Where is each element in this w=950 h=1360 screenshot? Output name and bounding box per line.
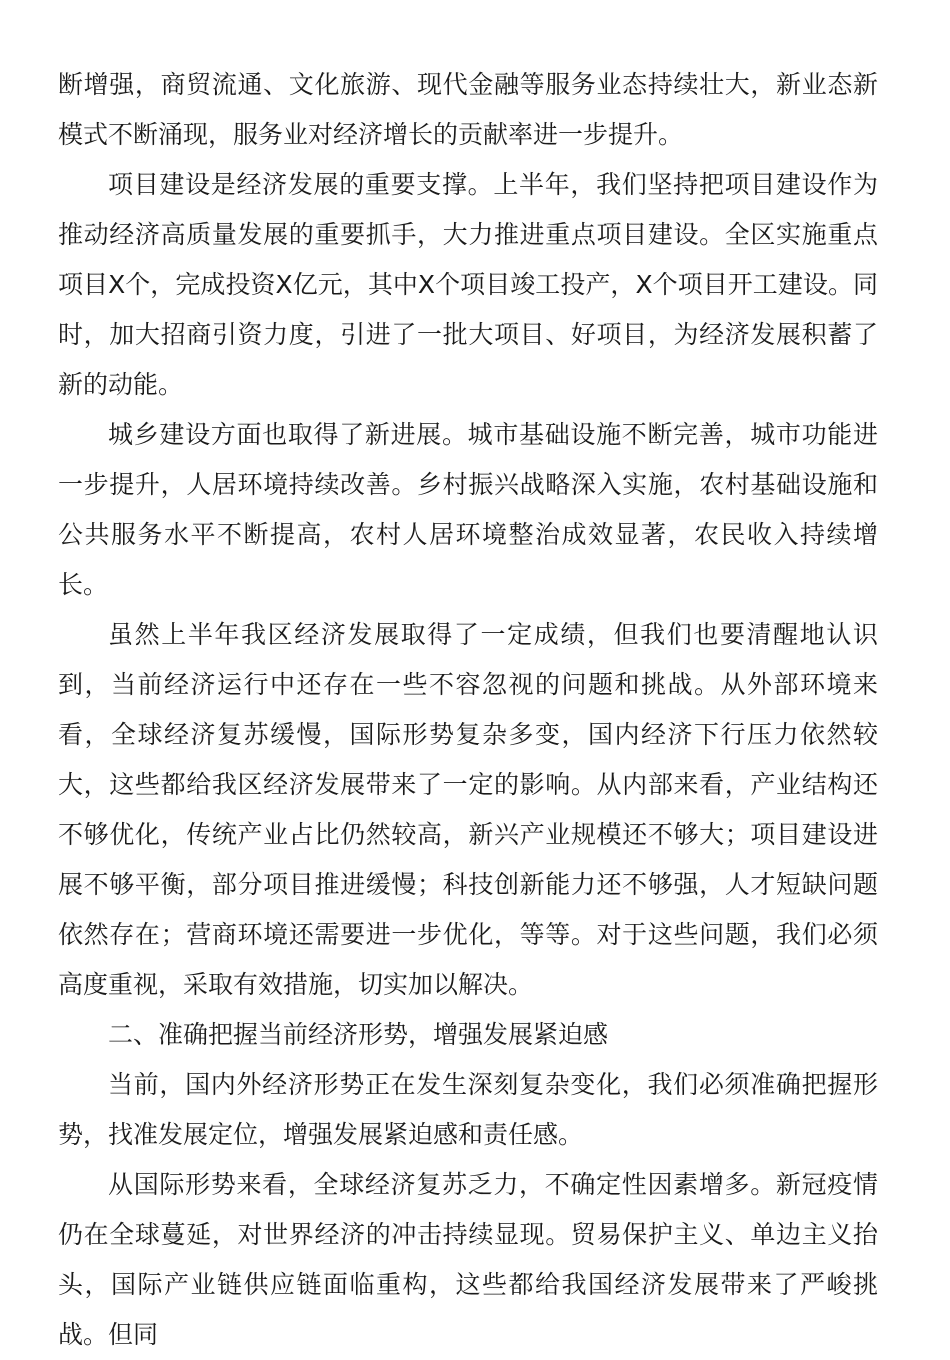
paragraph-international-situation: 从国际形势来看，全球经济复苏乏力，不确定性因素增多。新冠疫情仍在全球蔓延，对世界经济的冲击持续显现。贸易保护主义、单边主义抬头，国际产业链供应链面临重构，这些都给我国经济发展带来了严峻挑战。但同: [58, 1170, 878, 1349]
paragraph-current-situation: 当前，国内外经济形势正在发生深刻复杂变化，我们必须准确把握形势，找准发展定位，增强发展紧迫感和责任感。: [58, 1070, 878, 1149]
paragraph-service-industry: 断增强，商贸流通、文化旅游、现代金融等服务业态持续壮大，新业态新模式不断涌现，服务业对经济增长的贡献率进一步提升。: [58, 70, 878, 149]
paragraph-project-construction: 项目建设是经济发展的重要支撑。上半年，我们坚持把项目建设作为推动经济高质量发展的重要抓手，大力推进重点项目建设。全区实施重点项目X个，完成投资X亿元，其中X个项目竣工投产，X个项目开工建设。同时，加大招商引资力度，引进了一批大项目、好项目，为经济发展积蓄了新的动能。: [58, 170, 878, 399]
paragraph-problems-challenges: 虽然上半年我区经济发展取得了一定成绩，但我们也要清醒地认识到，当前经济运行中还存在一些不容忽视的问题和挑战。从外部环境来看，全球经济复苏缓慢，国际形势复杂多变，国内经济下行压力依然较大，这些都给我区经济发展带来了一定的影响。从内部来看，产业结构还不够优化，传统产业占比仍然较高，新兴产业规模还不够大；项目建设进展不够平衡，部分项目推进缓慢；科技创新能力还不够强，人才短缺问题依然存在；营商环境还需要进一步优化，等等。对于这些问题，我们必须高度重视，采取有效措施，切实加以解决。: [58, 620, 878, 999]
section-heading-2: 二、准确把握当前经济形势，增强发展紧迫感: [108, 1020, 609, 1049]
paragraph-urban-rural-construction: 城乡建设方面也取得了新进展。城市基础设施不断完善，城市功能进一步提升，人居环境持续改善。乡村振兴战略深入实施，农村基础设施和公共服务水平不断提高，农村人居环境整治成效显著，农民收入持续增长。: [58, 420, 878, 599]
document-body: [58, 60, 878, 1360]
